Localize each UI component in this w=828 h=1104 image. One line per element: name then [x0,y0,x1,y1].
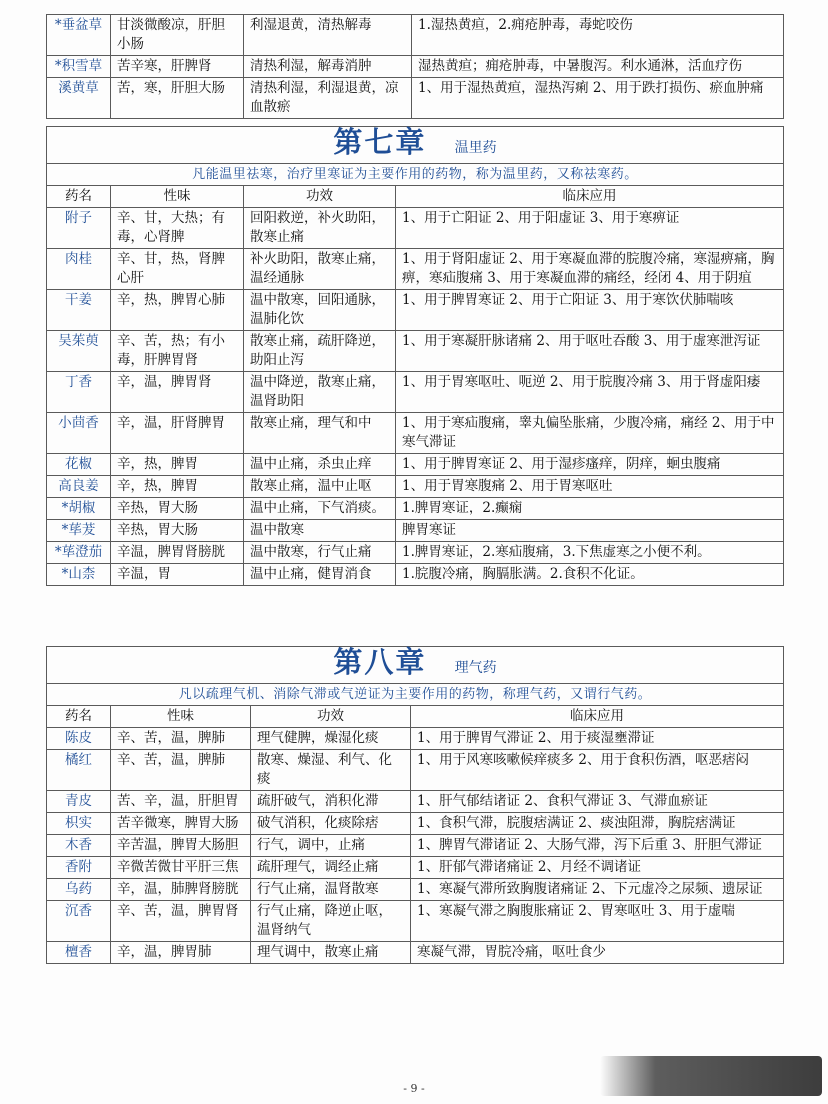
herb-nature: 苦、辛，温，肝胆胃 [111,791,251,813]
herb-nature: 辛温，脾胃肾膀胱 [111,542,244,564]
table-row [47,208,784,249]
herb-name: *垂盆草 [47,15,111,56]
herb-usage: 1.脾胃寒证，2.寒疝腹痛，3.下焦虚寒之小便不利。 [396,542,784,564]
chapter7-description-cell [47,164,784,186]
herb-effect: 行气止痛，降逆止呕，温肾纳气 [251,901,411,942]
herb-effect: 补火助阳，散寒止痛，温经通脉 [244,249,396,290]
chapter7-description: 凡能温里祛寒，治疗里寒证为主要作用的药物，称为温里药，又称祛寒药。 [192,167,638,182]
herb-effect: 疏肝破气，消积化滞 [251,791,411,813]
herb-effect: 理气健脾，燥湿化痰 [251,728,411,750]
column-header-nature: 性味 [111,706,251,728]
chapter7-title: 第七章 [333,124,427,159]
herb-nature: 辛，温，肝肾脾胃 [111,413,244,454]
chapter8-description-row [47,684,784,706]
herb-usage: 1、肝气郁结诸证 2、食积气滞证 3、气滞血瘀证 [411,791,784,813]
table-row [47,750,784,791]
herb-name: *山柰 [47,564,111,586]
herb-nature: 辛苦温，脾胃大肠胆 [111,835,251,857]
herb-name: 香附 [47,857,111,879]
table-row [47,372,784,413]
herb-name: *荜茇 [47,520,111,542]
herb-name: 陈皮 [47,728,111,750]
herb-usage: 1、寒凝气滞所致胸腹诸痛证 2、下元虚冷之尿频、遗尿证 [411,879,784,901]
table-row [47,413,784,454]
herb-name: 沉香 [47,901,111,942]
herb-name: 干姜 [47,290,111,331]
table-row [47,15,784,56]
herb-usage: 1、用于肾阳虚证 2、用于寒凝血滞的脘腹冷痛，寒湿痹痛，胸痹，寒疝腹痛 3、用于寒凝血滞的痛经，经闭 4、用于阴疽 [396,249,784,290]
column-header-usage: 临床应用 [396,186,784,208]
herb-nature: 辛，热，脾胃心肺 [111,290,244,331]
herb-name: 橘红 [47,750,111,791]
herb-effect: 散寒、燥湿、利气、化痰 [251,750,411,791]
herb-table-chapter7 [46,126,784,586]
herb-effect: 温中止痛，健胃消食 [244,564,396,586]
herb-usage: 1、用于脾胃寒证 2、用于湿疹瘙痒，阴痒，蛔虫腹痛 [396,454,784,476]
column-header-name: 药名 [47,186,111,208]
herb-nature: 辛、苦，温，脾胃肾 [111,901,251,942]
table-body-chapter8 [47,728,784,964]
table-body-chapter7 [47,208,784,586]
herb-nature: 苦，寒，肝胆大肠 [111,78,244,119]
table-body-top [47,15,784,119]
table-row [47,520,784,542]
herb-name: 溪黄草 [47,78,111,119]
herb-nature: 甘淡微酸凉，肝胆小肠 [111,15,244,56]
chapter8-title: 第八章 [333,644,427,679]
table-row [47,56,784,78]
chapter7-description-row [47,164,784,186]
herb-effect: 回阳救逆，补火助阳，散寒止痛 [244,208,396,249]
column-header-effect: 功效 [251,706,411,728]
herb-name: 花椒 [47,454,111,476]
herb-nature: 辛温，胃 [111,564,244,586]
chapter8-subtitle: 理气药 [454,659,497,676]
herb-name: 枳实 [47,813,111,835]
herb-nature: 辛、甘，热，肾脾心肝 [111,249,244,290]
herb-nature: 辛，温，脾胃肾 [111,372,244,413]
herb-name: 青皮 [47,791,111,813]
herb-nature: 辛、苦，热；有小毒，肝脾胃肾 [111,331,244,372]
column-header-usage: 临床应用 [411,706,784,728]
herb-usage: 寒凝气滞，胃脘冷痛，呕吐食少 [411,942,784,964]
herb-effect: 利湿退黄，清热解毒 [244,15,412,56]
herb-effect: 散寒止痛，理气和中 [244,413,396,454]
herb-nature: 苦辛微寒，脾胃大肠 [111,813,251,835]
herb-effect: 行气，调中，止痛 [251,835,411,857]
herb-name: 檀香 [47,942,111,964]
column-header-name: 药名 [47,706,111,728]
table-row [47,564,784,586]
herb-nature: 辛，温，肺脾肾膀胱 [111,879,251,901]
herb-name: *积雪草 [47,56,111,78]
herb-effect: 温中止痛，杀虫止痒 [244,454,396,476]
herb-name: 吴茱萸 [47,331,111,372]
herb-effect: 温中散寒 [244,520,396,542]
table-row [47,498,784,520]
herb-effect: 温中散寒，行气止痛 [244,542,396,564]
chapter7-subtitle: 温里药 [454,139,497,156]
chapter7-heading-cell [47,124,784,164]
table-row [47,728,784,750]
chapter7-header-row [47,186,784,208]
table-row [47,542,784,564]
table-row [47,791,784,813]
herb-effect: 散寒止痛，温中止呕 [244,476,396,498]
herb-usage: 1、肝郁气滞诸痛证 2、月经不调诸证 [411,857,784,879]
herb-usage: 1.脘腹冷痛，胸膈胀满。2.食积不化证。 [396,564,784,586]
table-row [47,901,784,942]
herb-usage: 1.脾胃寒证，2.癫痫 [396,498,784,520]
herb-name: 肉桂 [47,249,111,290]
herb-name: 丁香 [47,372,111,413]
herb-usage: 脾胃寒证 [396,520,784,542]
column-header-effect: 功效 [244,186,396,208]
herb-nature: 辛、甘，大热；有毒，心肾脾 [111,208,244,249]
table-row [47,249,784,290]
herb-effect: 温中降逆，散寒止痛，温肾助阳 [244,372,396,413]
herb-usage: 1、用于亡阳证 2、用于阳虚证 3、用于寒痹证 [396,208,784,249]
table-row [47,78,784,119]
chapter7-heading-row [47,127,784,164]
herb-nature: 辛热，胃大肠 [111,520,244,542]
page-number: - 9 - [403,1082,425,1095]
chapter8-header-row [47,706,784,728]
table-row [47,331,784,372]
chapter8-description: 凡以疏理气机、消除气滞或气逆证为主要作用的药物，称理气药，又谓行气药。 [178,687,652,702]
herb-effect: 行气止痛，温肾散寒 [251,879,411,901]
herb-name: 木香 [47,835,111,857]
table-row [47,476,784,498]
table-row [47,857,784,879]
herb-name: 附子 [47,208,111,249]
table-row [47,835,784,857]
herb-effect: 散寒止痛，疏肝降逆，助阳止泻 [244,331,396,372]
herb-usage: 1、用于脾胃气滞证 2、用于痰湿壅滞证 [411,728,784,750]
herb-table-chapter8 [46,646,784,964]
herb-usage: 1、用于脾胃寒证 2、用于亡阳证 3、用于寒饮伏肺喘咳 [396,290,784,331]
herb-nature: 辛热，胃大肠 [111,498,244,520]
herb-effect: 清热利湿，解毒消肿 [244,56,412,78]
table-row [47,813,784,835]
herb-name: *胡椒 [47,498,111,520]
chapter8-heading-row [47,647,784,684]
herb-usage: 1、脾胃气滞诸证 2、大肠气滞，泻下后重 3、肝胆气滞证 [411,835,784,857]
herb-usage: 1、用于寒凝肝脉诸痛 2、用于呕吐吞酸 3、用于虚寒泄泻证 [396,331,784,372]
herb-usage: 1、用于寒疝腹痛，睾丸偏坠胀痛，少腹冷痛，痛经 2、用于中寒气滞证 [396,413,784,454]
herb-effect: 理气调中，散寒止痛 [251,942,411,964]
herb-effect: 温中止痛，下气消痰。 [244,498,396,520]
table-row [47,879,784,901]
herb-usage: 1、寒凝气滞之胸腹胀痛证 2、胃寒呕吐 3、用于虚喘 [411,901,784,942]
chapter8-description-cell [47,684,784,706]
herb-name: 小茴香 [47,413,111,454]
herb-nature: 苦辛寒，肝脾肾 [111,56,244,78]
table-row [47,942,784,964]
herb-nature: 辛，热，脾胃 [111,476,244,498]
herb-effect: 清热利湿，利湿退黄，凉血散瘀 [244,78,412,119]
herb-usage: 1、用于胃寒呕吐、呃逆 2、用于脘腹冷痛 3、用于肾虚阳痿 [396,372,784,413]
herb-nature: 辛微苦微甘平肝三焦 [111,857,251,879]
herb-nature: 辛、苦，温，脾肺 [111,750,251,791]
column-header-nature: 性味 [111,186,244,208]
table-row [47,290,784,331]
herb-usage: 1、用于胃寒腹痛 2、用于胃寒呕吐 [396,476,784,498]
herb-usage: 1、食积气滞，脘腹痞满证 2、痰浊阻滞，胸脘痞满证 [411,813,784,835]
table-row [47,454,784,476]
herb-effect: 疏肝理气，调经止痛 [251,857,411,879]
herb-name: *荜澄茄 [47,542,111,564]
herb-usage: 1.湿热黄疸，2.痈疮肿毒，毒蛇咬伤 [412,15,784,56]
herb-effect: 温中散寒，回阳通脉，温肺化饮 [244,290,396,331]
herb-usage: 湿热黄疸；痈疮肿毒，中暑腹泻。利水通淋，活血疗伤 [412,56,784,78]
herb-name: 高良姜 [47,476,111,498]
herb-nature: 辛、苦，温，脾肺 [111,728,251,750]
chapter8-heading-cell [47,644,784,684]
herb-usage: 1、用于湿热黄疸，湿热泻痢 2、用于跌打损伤、瘀血肿痛 [412,78,784,119]
herb-effect: 破气消积，化痰除痞 [251,813,411,835]
herb-nature: 辛，热，脾胃 [111,454,244,476]
herb-nature: 辛，温，脾胃肺 [111,942,251,964]
herb-table-top [46,14,784,119]
herb-name: 乌药 [47,879,111,901]
herb-usage: 1、用于风寒咳嗽候痒痰多 2、用于食积伤酒，呕恶痞闷 [411,750,784,791]
